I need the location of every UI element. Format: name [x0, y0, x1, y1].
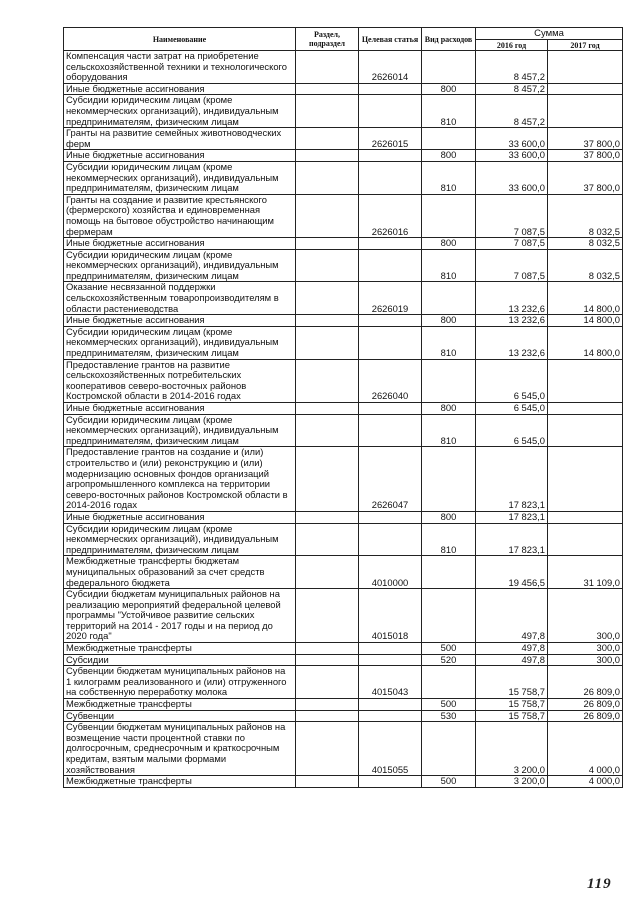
row-sum-2016-cell: 15 758,7 [476, 710, 548, 722]
row-sum-2016-cell: 33 600,0 [476, 128, 548, 150]
row-name-cell: Иные бюджетные ассигнования [64, 403, 296, 415]
row-section-cell [296, 414, 359, 447]
row-section-cell [296, 556, 359, 589]
row-sum-2017-cell: 37 800,0 [548, 128, 623, 150]
row-section-cell [296, 643, 359, 655]
row-expense-type-cell: 810 [422, 249, 476, 282]
row-expense-type-cell [422, 194, 476, 237]
row-sum-2017-cell: 300,0 [548, 589, 623, 643]
row-expense-type-cell [422, 128, 476, 150]
row-sum-2017-cell: 26 809,0 [548, 699, 623, 711]
table-row [64, 666, 623, 699]
row-name-cell: Иные бюджетные ассигнования [64, 238, 296, 250]
row-section-cell [296, 710, 359, 722]
row-section-cell [296, 589, 359, 643]
row-expense-type-cell: 800 [422, 403, 476, 415]
row-name-cell: Межбюджетные трансферты [64, 643, 296, 655]
row-sum-2017-cell: 8 032,5 [548, 194, 623, 237]
row-sum-2017-cell: 300,0 [548, 654, 623, 666]
row-name-cell: Иные бюджетные ассигнования [64, 150, 296, 162]
row-sum-2016-cell: 3 200,0 [476, 776, 548, 788]
row-target-cell: 2626047 [359, 447, 422, 512]
row-sum-2017-cell: 8 032,5 [548, 238, 623, 250]
row-section-cell [296, 51, 359, 84]
row-name-cell: Субвенции [64, 710, 296, 722]
table-row [64, 83, 623, 95]
table-row [64, 326, 623, 359]
row-target-cell [359, 238, 422, 250]
table-row [64, 51, 623, 84]
row-sum-2017-cell: 14 800,0 [548, 315, 623, 327]
row-name-cell: Субсидии юридическим лицам (кроме некоммерческих организаций), индивидуальным предпринимателям, физическим лицам [64, 95, 296, 128]
table-row [64, 282, 623, 315]
header-expense-type: Вид расходов [422, 28, 476, 51]
row-section-cell [296, 666, 359, 699]
table-row [64, 523, 623, 556]
row-name-cell: Компенсация части затрат на приобретение сельскохозяйственной техники и технологического оборудования [64, 51, 296, 84]
table-row [64, 556, 623, 589]
row-section-cell [296, 249, 359, 282]
row-sum-2016-cell: 497,8 [476, 654, 548, 666]
table-row [64, 414, 623, 447]
row-expense-type-cell: 800 [422, 83, 476, 95]
row-name-cell: Предоставление грантов на создание и (или) строительство и (или) реконструкцию и (или) модернизацию основных фондов организаций агропромышленного комплекса на территории северо-восточных районов Костромской области в 2014-2016 годах [64, 447, 296, 512]
row-target-cell: 2626014 [359, 51, 422, 84]
row-sum-2016-cell: 6 545,0 [476, 359, 548, 402]
row-sum-2017-cell: 4 000,0 [548, 776, 623, 788]
row-expense-type-cell: 530 [422, 710, 476, 722]
row-sum-2016-cell: 33 600,0 [476, 150, 548, 162]
row-target-cell [359, 414, 422, 447]
row-target-cell [359, 699, 422, 711]
row-sum-2016-cell: 17 823,1 [476, 447, 548, 512]
row-expense-type-cell [422, 51, 476, 84]
header-section: Раздел, подраздел [296, 28, 359, 51]
row-target-cell [359, 776, 422, 788]
row-sum-2016-cell: 13 232,6 [476, 282, 548, 315]
page-number: 119 [587, 876, 612, 892]
row-sum-2017-cell: 300,0 [548, 643, 623, 655]
row-name-cell: Субвенции бюджетам муниципальных районов на возмещение части процентной ставки по долгосрочным, среднесрочным и краткосрочным кредитам, взятым малыми формами хозяйствования [64, 722, 296, 776]
row-expense-type-cell: 800 [422, 315, 476, 327]
row-target-cell [359, 710, 422, 722]
row-name-cell: Иные бюджетные ассигнования [64, 511, 296, 523]
row-section-cell [296, 150, 359, 162]
row-name-cell: Гранты на развитие семейных животноводческих ферм [64, 128, 296, 150]
row-sum-2017-cell [548, 83, 623, 95]
row-sum-2017-cell: 37 800,0 [548, 161, 623, 194]
row-name-cell: Межбюджетные трансферты бюджетам муниципальных образований за счет средств федерального бюджета [64, 556, 296, 589]
row-name-cell: Межбюджетные трансферты [64, 699, 296, 711]
table-row [64, 161, 623, 194]
table-row [64, 238, 623, 250]
row-target-cell: 2626016 [359, 194, 422, 237]
row-name-cell: Межбюджетные трансферты [64, 776, 296, 788]
row-target-cell [359, 511, 422, 523]
row-sum-2016-cell: 8 457,2 [476, 83, 548, 95]
row-section-cell [296, 699, 359, 711]
row-expense-type-cell: 810 [422, 95, 476, 128]
row-sum-2016-cell: 7 087,5 [476, 194, 548, 237]
row-sum-2016-cell: 7 087,5 [476, 238, 548, 250]
row-sum-2017-cell: 37 800,0 [548, 150, 623, 162]
table-row [64, 589, 623, 643]
row-expense-type-cell: 800 [422, 511, 476, 523]
row-section-cell [296, 95, 359, 128]
table-row [64, 194, 623, 237]
row-sum-2017-cell [548, 447, 623, 512]
row-expense-type-cell [422, 556, 476, 589]
row-section-cell [296, 161, 359, 194]
row-sum-2016-cell: 3 200,0 [476, 722, 548, 776]
row-name-cell: Субсидии юридическим лицам (кроме некоммерческих организаций), индивидуальным предпринимателям, физическим лицам [64, 414, 296, 447]
row-sum-2016-cell: 13 232,6 [476, 315, 548, 327]
row-expense-type-cell [422, 447, 476, 512]
row-name-cell: Субсидии бюджетам муниципальных районов на реализацию мероприятий федеральной целевой программы "Устойчивое развитие сельских территорий на 2014 - 2017 годы и на период до 2020 года" [64, 589, 296, 643]
table-row [64, 699, 623, 711]
row-target-cell [359, 326, 422, 359]
row-sum-2016-cell: 497,8 [476, 643, 548, 655]
row-expense-type-cell [422, 722, 476, 776]
row-name-cell: Оказание несвязанной поддержки сельскохозяйственным товаропроизводителям в области растениеводства [64, 282, 296, 315]
row-sum-2016-cell: 19 456,5 [476, 556, 548, 589]
row-name-cell: Субвенции бюджетам муниципальных районов на 1 килограмм реализованного и (или) отгруженного на собственную переработку молока [64, 666, 296, 699]
table-row [64, 403, 623, 415]
row-sum-2016-cell: 17 823,1 [476, 511, 548, 523]
row-sum-2016-cell: 6 545,0 [476, 403, 548, 415]
table-row [64, 776, 623, 788]
row-sum-2017-cell [548, 414, 623, 447]
row-name-cell: Иные бюджетные ассигнования [64, 83, 296, 95]
header-sum: Сумма [476, 28, 623, 40]
row-expense-type-cell: 500 [422, 776, 476, 788]
row-name-cell: Субсидии юридическим лицам (кроме некоммерческих организаций), индивидуальным предпринимателям, физическим лицам [64, 249, 296, 282]
row-expense-type-cell [422, 589, 476, 643]
row-sum-2017-cell [548, 403, 623, 415]
row-expense-type-cell: 800 [422, 150, 476, 162]
header-2016: 2016 год [476, 40, 548, 51]
table-row [64, 710, 623, 722]
row-target-cell: 4015043 [359, 666, 422, 699]
row-name-cell: Субсидии юридическим лицам (кроме некоммерческих организаций), индивидуальным предпринимателям, физическим лицам [64, 161, 296, 194]
row-name-cell: Гранты на создание и развитие крестьянского (фермерского) хозяйства и единовременная помощь на бытовое обустройство начинающим фермерам [64, 194, 296, 237]
row-section-cell [296, 128, 359, 150]
row-sum-2017-cell: 31 109,0 [548, 556, 623, 589]
row-expense-type-cell [422, 666, 476, 699]
row-sum-2016-cell: 13 232,6 [476, 326, 548, 359]
row-target-cell [359, 83, 422, 95]
row-section-cell [296, 447, 359, 512]
header-2017: 2017 год [548, 40, 623, 51]
row-section-cell [296, 238, 359, 250]
row-target-cell: 4010000 [359, 556, 422, 589]
table-row [64, 150, 623, 162]
row-sum-2016-cell: 33 600,0 [476, 161, 548, 194]
row-target-cell: 2626040 [359, 359, 422, 402]
row-sum-2016-cell: 15 758,7 [476, 666, 548, 699]
row-target-cell [359, 403, 422, 415]
row-sum-2016-cell: 15 758,7 [476, 699, 548, 711]
row-sum-2017-cell [548, 359, 623, 402]
header-name: Наименование [64, 28, 296, 51]
row-section-cell [296, 194, 359, 237]
row-section-cell [296, 326, 359, 359]
row-section-cell [296, 359, 359, 402]
row-section-cell [296, 83, 359, 95]
table-row [64, 643, 623, 655]
row-sum-2016-cell: 7 087,5 [476, 249, 548, 282]
row-sum-2017-cell: 14 800,0 [548, 326, 623, 359]
row-expense-type-cell: 810 [422, 326, 476, 359]
row-sum-2017-cell: 4 000,0 [548, 722, 623, 776]
row-section-cell [296, 282, 359, 315]
budget-table [63, 27, 623, 788]
row-target-cell: 2626019 [359, 282, 422, 315]
row-expense-type-cell: 810 [422, 161, 476, 194]
row-target-cell [359, 95, 422, 128]
row-sum-2016-cell: 8 457,2 [476, 95, 548, 128]
table-row [64, 359, 623, 402]
row-target-cell [359, 643, 422, 655]
table-row [64, 654, 623, 666]
row-sum-2017-cell [548, 95, 623, 128]
header-target: Целевая статья [359, 28, 422, 51]
row-expense-type-cell: 520 [422, 654, 476, 666]
row-section-cell [296, 776, 359, 788]
row-sum-2017-cell: 26 809,0 [548, 710, 623, 722]
row-target-cell: 4015018 [359, 589, 422, 643]
row-section-cell [296, 403, 359, 415]
row-target-cell [359, 523, 422, 556]
row-name-cell: Иные бюджетные ассигнования [64, 315, 296, 327]
row-sum-2017-cell: 14 800,0 [548, 282, 623, 315]
table-row [64, 249, 623, 282]
row-sum-2017-cell: 8 032,5 [548, 249, 623, 282]
row-target-cell [359, 315, 422, 327]
row-name-cell: Предоставление грантов на развитие сельскохозяйственных потребительских кооперативов северо-восточных районов Костромской области в 2014-2016 годах [64, 359, 296, 402]
table-row [64, 128, 623, 150]
table-row [64, 447, 623, 512]
table-row [64, 95, 623, 128]
row-expense-type-cell [422, 359, 476, 402]
row-expense-type-cell: 500 [422, 643, 476, 655]
row-name-cell: Субсидии [64, 654, 296, 666]
row-sum-2016-cell: 6 545,0 [476, 414, 548, 447]
row-expense-type-cell [422, 282, 476, 315]
row-sum-2016-cell: 17 823,1 [476, 523, 548, 556]
row-target-cell [359, 249, 422, 282]
row-sum-2017-cell [548, 51, 623, 84]
row-target-cell: 2626015 [359, 128, 422, 150]
row-name-cell: Субсидии юридическим лицам (кроме некоммерческих организаций), индивидуальным предпринимателям, физическим лицам [64, 523, 296, 556]
row-target-cell [359, 654, 422, 666]
table-row [64, 511, 623, 523]
row-sum-2017-cell [548, 523, 623, 556]
row-expense-type-cell: 500 [422, 699, 476, 711]
row-section-cell [296, 523, 359, 556]
row-target-cell [359, 150, 422, 162]
row-sum-2016-cell: 8 457,2 [476, 51, 548, 84]
row-target-cell: 4015055 [359, 722, 422, 776]
row-sum-2017-cell: 26 809,0 [548, 666, 623, 699]
row-target-cell [359, 161, 422, 194]
table-body [64, 51, 623, 788]
row-section-cell [296, 511, 359, 523]
row-expense-type-cell: 800 [422, 238, 476, 250]
row-name-cell: Субсидии юридическим лицам (кроме некоммерческих организаций), индивидуальным предпринимателям, физическим лицам [64, 326, 296, 359]
row-expense-type-cell: 810 [422, 414, 476, 447]
row-section-cell [296, 315, 359, 327]
row-sum-2017-cell [548, 511, 623, 523]
row-section-cell [296, 654, 359, 666]
row-sum-2016-cell: 497,8 [476, 589, 548, 643]
table-row [64, 722, 623, 776]
row-expense-type-cell: 810 [422, 523, 476, 556]
row-section-cell [296, 722, 359, 776]
table-row [64, 315, 623, 327]
